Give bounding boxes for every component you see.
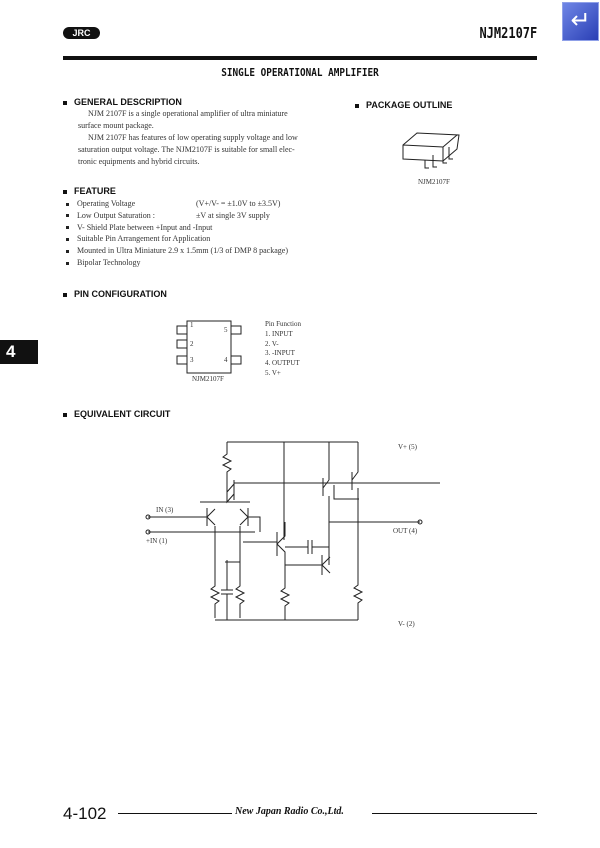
desc-line: NJM 2107F is a single operational amplifier of ultra miniature xyxy=(88,109,288,118)
in-minus-label: IN (3) xyxy=(156,506,174,514)
feature-list xyxy=(66,198,346,269)
vminus-label: V- (2) xyxy=(398,620,415,628)
part-number: NJM2107F xyxy=(479,24,537,42)
desc-line: tronic equipments and hybrid circuits. xyxy=(78,157,200,166)
footer-rule xyxy=(372,813,537,814)
company-name: New Japan Radio Co.,Ltd. xyxy=(235,806,344,817)
header-rule xyxy=(63,56,537,60)
feature-heading: FEATURE xyxy=(63,186,116,196)
pin-function: 2. V- xyxy=(265,339,279,348)
vplus-label: V+ (5) xyxy=(398,443,417,451)
pin-number: 5 xyxy=(224,326,228,334)
page-number: 4-102 xyxy=(63,804,107,823)
package-label: NJM2107F xyxy=(418,178,450,186)
return-button[interactable] xyxy=(562,2,599,41)
feature-item: V- Shield Plate between +Input and -Input xyxy=(66,222,346,234)
out-label: OUT (4) xyxy=(393,527,418,535)
pin-number: 1 xyxy=(190,321,194,329)
package-drawing xyxy=(395,125,470,175)
pin-number: 2 xyxy=(190,340,194,348)
equivalent-circuit-heading: EQUIVALENT CIRCUIT xyxy=(63,409,170,419)
package-outline-heading: PACKAGE OUTLINE xyxy=(355,100,452,110)
desc-line: surface mount package. xyxy=(78,121,154,130)
in-plus-label: +IN (1) xyxy=(146,537,168,545)
general-description-text xyxy=(78,108,338,168)
jrc-logo: JRC xyxy=(63,27,100,39)
general-description-heading: GENERAL DESCRIPTION xyxy=(63,97,182,107)
pin-diagram xyxy=(172,318,252,380)
pin-function: 3. -INPUT xyxy=(265,349,295,358)
pin-number: 3 xyxy=(190,356,194,364)
pin-function-list xyxy=(265,320,301,379)
pin-function-title: Pin Function xyxy=(265,320,301,328)
feature-item: Mounted in Ultra Miniature 2.9 x 1.5mm (1/3 of DMP 8 package) xyxy=(66,245,346,257)
feature-item: Low Output Saturation : ±V at single 3V supply xyxy=(66,210,346,222)
pin-number: 4 xyxy=(224,356,228,364)
feature-item: Operating Voltage (V+/V- = ±1.0V to ±3.5V) xyxy=(66,198,346,210)
pin-configuration-heading: PIN CONFIGURATION xyxy=(63,289,167,299)
footer-rule xyxy=(118,813,232,814)
pin-function: 5. V+ xyxy=(265,368,281,377)
desc-line: NJM 2107F has features of low operating supply voltage and low xyxy=(88,133,298,142)
feature-item: Suitable Pin Arrangement for Application xyxy=(66,233,346,245)
page-title: SINGLE OPERATIONAL AMPLIFIER xyxy=(221,66,379,79)
desc-line: saturation output voltage. The NJM2107F is suitable for small elec- xyxy=(78,145,295,154)
section-tab: 4 xyxy=(0,340,38,364)
pin-function: 4. OUTPUT xyxy=(265,359,300,368)
return-arrow-icon: ↵ xyxy=(570,8,591,34)
pin-function: 1. INPUT xyxy=(265,329,293,338)
chip-label: NJM2107F xyxy=(192,375,224,383)
feature-item: Bipolar Technology xyxy=(66,257,346,269)
